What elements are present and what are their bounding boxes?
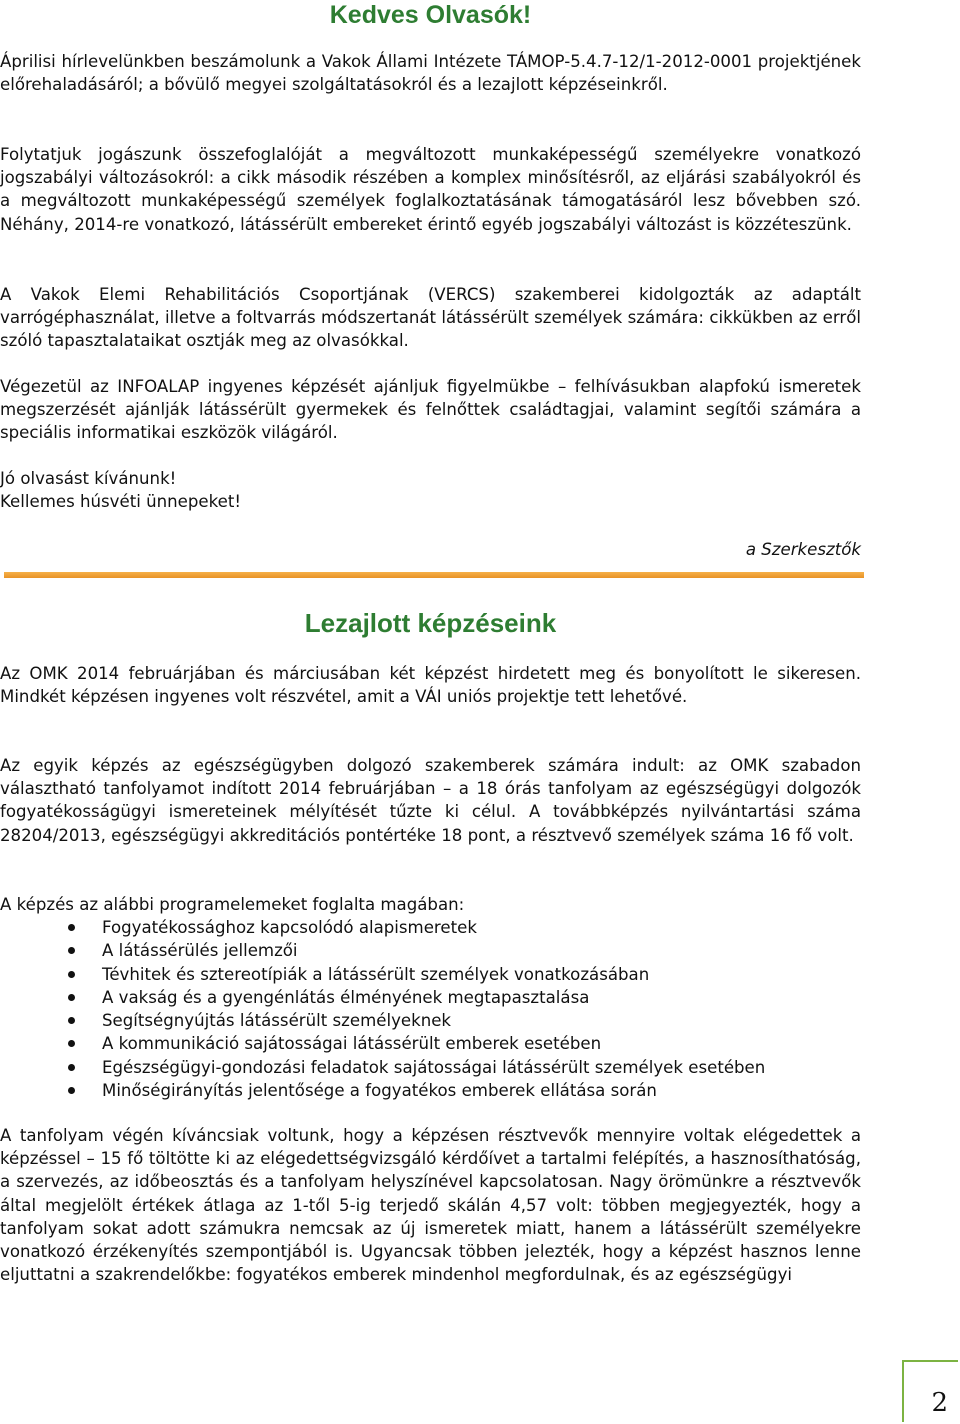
- greeting-line-easter: Kellemes húsvéti ünnepeket!: [0, 492, 241, 512]
- infoalap-paragraph: Végezetül az INFOALAP ingyenes képzését ajánljuk figyelmükbe – felhívásukban alapfokú ismeretek megszerzését ajánlják látássérült gyermekek és felnőttek családtagjai, valamint segítői számára a speciális informatikai eszközök világáról.: [0, 377, 861, 443]
- health-training-paragraph: Az egyik képzés az egészségügyben dolgozó szakemberek számára indult: az OMK szabadon választható tanfolyamot indított 2014 februárjában – a 18 órás tanfolyam az egészségügyi dolgozók fogyatékosságügyi ismereteinek mélyítését tűzte ki célul. A továbbképzés nyilvántartási száma 28204/2013, egészségügyi akkreditációs pontértéke 18 pont, a résztvevő személyek száma 16 fő volt.: [0, 756, 861, 845]
- trainings-title: Lezajlott képzéseink: [304, 608, 557, 638]
- closing-greeting: [0, 467, 241, 513]
- list-item: A látássérülés jellemzői: [0, 939, 765, 962]
- legal-summary-paragraph: Folytatjuk jogászunk összefoglalóját a megváltozott munkaképességű személyekre vonatkozó jogszabályi változásokról: a cikk második részében a komplex minősítésről, az eljárási szabályokról és a megváltozott munkaképességű személyek foglalkoztatásának támogatásáról lesz bővebben szó. Néhány, 2014-re vonatkozó, látássérült embereket érintő egyéb jogszabályi változást is közzéteszünk.: [0, 145, 861, 234]
- page-number-box: [902, 1360, 958, 1422]
- greeting-line-reading: Jó olvasást kívánunk!: [0, 469, 177, 488]
- satisfaction-paragraph: A tanfolyam végén kíváncsiak voltunk, hogy a képzésen résztvevők mennyire voltak elégedettek a képzéssel – 15 fő töltötte ki az elégedettségvizsgáló kérdőívet a tartalmi felépítés, a hasznosíthatóság, a szervezés, az időbeosztás és a tanfolyam helyszínével kapcsolatosan. Nagy örömünkre a résztvevők által megjelölt értékek átlaga az 1-től 5-ig terjedő skálán 4,57 volt: többen megjegyezték, hogy a tanfolyam sokat adott számukra nemcsak az új ismeretek miatt, hanem a látássérült személyekre vonatkozó érzékenyítés szempontjából is. Ugyancsak többen jelezték, hogy a képzést hasznos lenne eljuttatni a szakrendelőkbe: fogyatékos emberek mindenhol megfordulnak, és az egészségügyi: [0, 1126, 861, 1285]
- list-item: A kommunikáció sajátosságai látássérült emberek esetében: [0, 1032, 765, 1055]
- editors-signature: a Szerkesztők: [745, 540, 861, 559]
- trainings-intro-paragraph: Az OMK 2014 februárjában és márciusában két képzést hirdetett meg és bonyolított le sikeresen. Mindkét képzésen ingyenes volt részvétel, amit a VÁI uniós projektje tett lehetővé.: [0, 664, 861, 707]
- greeting-title: Kedves Olvasók!: [329, 1, 532, 29]
- list-item: Segítségnyújtás látássérült személyeknek: [0, 1009, 765, 1032]
- list-item: Tévhitek és sztereotípiák a látássérült személyek vonatkozásában: [0, 963, 765, 986]
- vercs-paragraph: A Vakok Elemi Rehabilitációs Csoportjának (VERCS) szakemberei kidolgozták az adaptált varrógéphasználat, illetve a foltvarrás módszertanát látássérült személyek számára: cikkükben az erről szóló tapasztalataikat osztják meg az olvasókkal.: [0, 285, 861, 351]
- list-item: Fogyatékossághoz kapcsolódó alapismeretek: [0, 916, 765, 939]
- page-number: 2: [931, 1388, 948, 1418]
- list-item: A vakság és a gyengénlátás élményének megtapasztalása: [0, 986, 765, 1009]
- program-elements-list: [0, 916, 765, 1102]
- list-item: Minőségirányítás jelentősége a fogyatékos emberek ellátása során: [0, 1079, 765, 1102]
- intro-paragraph: Áprilisi hírlevelünkben beszámolunk a Vakok Állami Intézete TÁMOP-5.4.7-12/1-2012-0001 projektjének előrehaladásáról; a bővülő megyei szolgáltatásokról és a lezajlott képzéseinkről.: [0, 52, 861, 95]
- section-divider: [4, 572, 864, 578]
- list-item: Egészségügyi-gondozási feladatok sajátosságai látássérült személyek esetében: [0, 1056, 765, 1079]
- program-elements-intro: A képzés az alábbi programelemeket foglalta magában:: [0, 895, 465, 914]
